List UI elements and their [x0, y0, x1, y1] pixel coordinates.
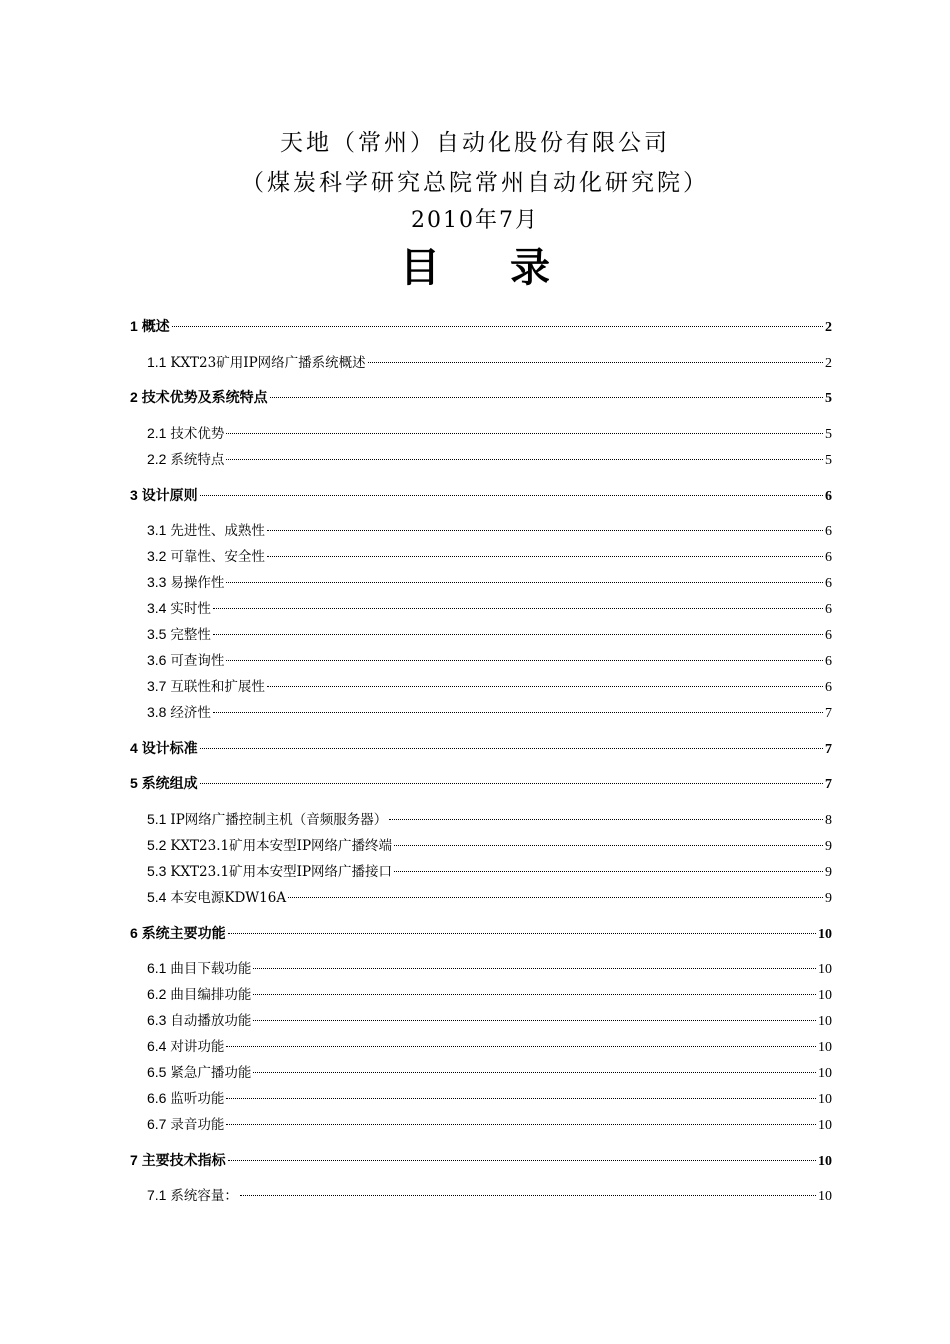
toc-entry-number: 7.1: [147, 1187, 171, 1203]
toc-entry-label: [130, 485, 198, 506]
toc-entry-title: 曲目编排功能: [170, 987, 252, 1003]
toc-entry-label: [147, 598, 211, 619]
toc-entry-label: [147, 1036, 224, 1057]
toc-entry-number: 3.6: [147, 652, 171, 668]
toc-entry-title: 系统主要功能: [141, 926, 226, 942]
toc-entry-title: 概述: [141, 319, 170, 335]
toc-dot-leader: [226, 582, 823, 583]
toc-chapter-entry[interactable]: [130, 773, 832, 793]
toc-section-entry[interactable]: [147, 861, 832, 881]
toc-entry-number: 6.6: [147, 1090, 171, 1106]
toc-entry-title: KXT23矿用IP网络广播系统概述: [170, 355, 366, 371]
toc-entry-label: [147, 546, 265, 567]
toc-entry-title: 实时性: [170, 601, 211, 617]
toc-entry-number: 5: [130, 775, 142, 791]
toc-section-entry[interactable]: [147, 352, 832, 372]
toc-entry-number: 6.7: [147, 1116, 171, 1132]
toc-chapter-entry[interactable]: [130, 1150, 832, 1170]
toc-entry-number: 2: [130, 389, 142, 405]
toc-page-number: 9: [825, 839, 832, 854]
toc-section-entry[interactable]: [147, 1010, 832, 1030]
toc-entry-number: 5.3: [147, 863, 171, 879]
toc-entry-number: 3.7: [147, 678, 171, 694]
toc-dot-leader: [200, 783, 823, 784]
toc-entry-title: 易操作性: [170, 575, 225, 591]
toc-entry-number: 6.3: [147, 1012, 171, 1028]
toc-dot-leader: [228, 933, 816, 934]
toc-entry-number: 5.4: [147, 889, 171, 905]
toc-section-entry[interactable]: [147, 958, 832, 978]
toc-entry-title: 监听功能: [170, 1091, 225, 1107]
toc-entry-label: [147, 887, 286, 908]
toc-entry-title: 设计原则: [141, 488, 198, 504]
toc-entry-number: 6.4: [147, 1038, 171, 1054]
toc-page-number: 10: [818, 1189, 832, 1204]
toc-entry-label: [147, 1088, 224, 1109]
toc-entry-title: 主要技术指标: [141, 1153, 226, 1169]
toc-dot-leader: [226, 1098, 816, 1099]
toc-entry-number: 5.1: [147, 811, 171, 827]
toc-section-entry[interactable]: [147, 676, 832, 696]
document-date: 2010年7月: [411, 208, 539, 233]
toc-page-number: 9: [825, 891, 832, 906]
toc-page-number: 10: [818, 927, 832, 942]
toc-entry-number: 3.1: [147, 522, 171, 538]
toc-entry-title: 本安电源KDW16A: [170, 890, 287, 906]
toc-dot-leader: [253, 994, 816, 995]
toc-entry-number: 1: [130, 318, 142, 334]
toc-page-number: 6: [825, 654, 832, 669]
toc-page-number: 6: [825, 550, 832, 565]
toc-dot-leader: [394, 845, 823, 846]
toc-entry-number: 3.5: [147, 626, 171, 642]
toc-dot-leader: [253, 1020, 816, 1021]
institute-name: （煤炭科学研究总院常州自动化研究院）: [241, 170, 709, 196]
toc-entry-title: KXT23.1矿用本安型IP网络广播接口: [170, 864, 393, 880]
toc-page-number: 7: [825, 777, 832, 792]
toc-page-number: 10: [818, 1040, 832, 1055]
toc-entry-number: 1.1: [147, 354, 171, 370]
toc-entry-number: 3.8: [147, 704, 171, 720]
toc-entry-label: [147, 423, 224, 444]
toc-section-entry[interactable]: [147, 546, 832, 566]
toc-dot-leader: [253, 968, 816, 969]
toc-page-number: 6: [825, 576, 832, 591]
toc-entry-title: 系统特点: [170, 452, 225, 468]
toc-section-entry[interactable]: [147, 650, 832, 670]
toc-entry-title: 可查询性: [170, 653, 225, 669]
toc-chapter-entry[interactable]: [130, 387, 832, 407]
toc-page-number: 5: [825, 453, 832, 468]
toc-chapter-entry[interactable]: [130, 316, 832, 336]
toc-entry-title: 曲目下载功能: [170, 961, 252, 977]
toc-entry-label: [130, 738, 198, 759]
toc-entry-title: 技术优势: [170, 426, 225, 442]
toc-entry-number: 6: [130, 925, 142, 941]
toc-entry-label: [130, 1150, 226, 1171]
toc-dot-leader: [200, 748, 823, 749]
toc-section-entry[interactable]: [147, 572, 832, 592]
toc-dot-leader: [213, 608, 823, 609]
toc-dot-leader: [270, 397, 823, 398]
toc-dot-leader: [200, 495, 823, 496]
toc-dot-leader: [288, 897, 823, 898]
toc-section-entry[interactable]: [147, 449, 832, 469]
toc-dot-leader: [226, 1046, 816, 1047]
toc-dot-leader: [228, 1160, 816, 1161]
toc-entry-label: [147, 958, 251, 979]
toc-page-number: 7: [825, 742, 832, 757]
toc-section-entry[interactable]: [147, 1185, 832, 1205]
toc-entry-number: 6.5: [147, 1064, 171, 1080]
toc-section-entry[interactable]: [147, 887, 832, 907]
toc-entry-title: 系统容量：: [170, 1188, 238, 1204]
toc-dot-leader: [172, 326, 823, 327]
toc-entry-number: 2.1: [147, 425, 171, 441]
toc-page-number: 5: [825, 427, 832, 442]
toc-entry-number: 7: [130, 1152, 142, 1168]
toc-entry-number: 3.3: [147, 574, 171, 590]
toc-page-number: 10: [818, 962, 832, 977]
toc-entry-label: [147, 984, 251, 1005]
toc-entry-title: 技术优势及系统特点: [141, 390, 268, 406]
toc-section-entry[interactable]: [147, 1062, 832, 1082]
toc-entry-label: [147, 449, 224, 470]
toc-section-entry[interactable]: [147, 423, 832, 443]
toc-dot-leader: [267, 530, 823, 531]
toc-entry-number: 3: [130, 487, 142, 503]
toc-page-number: 10: [818, 1066, 832, 1081]
toc-entry-number: 2.2: [147, 451, 171, 467]
toc-page-number: 10: [818, 1154, 832, 1169]
toc-page-number: 8: [825, 813, 832, 828]
toc-chapter-entry[interactable]: [130, 923, 832, 943]
toc-page-number: 2: [825, 320, 832, 335]
toc-dot-leader: [226, 1124, 816, 1125]
toc-page-number: 6: [825, 628, 832, 643]
toc-page-number: 5: [825, 391, 832, 406]
toc-dot-leader: [389, 819, 823, 820]
toc-chapter-entry[interactable]: [130, 738, 832, 758]
company-name: 天地（常州）自动化股份有限公司: [280, 130, 670, 156]
toc-page-number: 6: [825, 680, 832, 695]
toc-entry-title: IP网络广播控制主机（音频服务器）: [170, 812, 388, 828]
toc-dot-leader: [240, 1195, 816, 1196]
toc-dot-leader: [368, 362, 823, 363]
toc-entry-title: 先进性、成熟性: [170, 523, 265, 539]
toc-entry-label: [130, 923, 226, 944]
toc-entry-label: [147, 572, 224, 593]
toc-entry-label: [147, 650, 224, 671]
toc-dot-leader: [226, 433, 823, 434]
toc-page-number: 6: [825, 524, 832, 539]
toc-entry-number: 3.2: [147, 548, 171, 564]
toc-entry-label: [147, 520, 265, 541]
toc-page-number: 2: [825, 356, 832, 371]
toc-dot-leader: [226, 459, 823, 460]
toc-entry-label: [147, 861, 392, 882]
toc-section-entry[interactable]: [147, 1114, 832, 1134]
toc-dot-leader: [267, 686, 823, 687]
toc-entry-title: 紧急广播功能: [170, 1065, 252, 1081]
toc-section-entry[interactable]: [147, 984, 832, 1004]
toc-entry-title: 对讲功能: [170, 1039, 225, 1055]
toc-page-number: 10: [818, 1118, 832, 1133]
toc-entry-label: [130, 773, 198, 794]
toc-entry-title: 录音功能: [170, 1117, 225, 1133]
toc-entry-number: 3.4: [147, 600, 171, 616]
toc-dot-leader: [226, 660, 823, 661]
toc-dot-leader: [267, 556, 823, 557]
toc-page-number: 10: [818, 1092, 832, 1107]
toc-dot-leader: [213, 712, 823, 713]
toc-title: 目录: [400, 244, 620, 291]
toc-page-number: 10: [818, 1014, 832, 1029]
toc-section-entry[interactable]: [147, 624, 832, 644]
toc-chapter-entry[interactable]: [130, 485, 832, 505]
toc-entry-number: 6.1: [147, 960, 171, 976]
toc-entry-label: [147, 1185, 238, 1206]
toc-entry-title: 可靠性、安全性: [170, 549, 265, 565]
toc-entry-number: 4: [130, 740, 142, 756]
toc-section-entry[interactable]: [147, 809, 832, 829]
toc-section-entry[interactable]: [147, 598, 832, 618]
toc-entry-title: KXT23.1矿用本安型IP网络广播终端: [170, 838, 393, 854]
toc-page-number: 9: [825, 865, 832, 880]
toc-entry-label: [147, 1114, 224, 1135]
toc-entry-title: 自动播放功能: [170, 1013, 252, 1029]
toc-entry-label: [147, 676, 265, 697]
toc-entry-title: 设计标准: [141, 741, 198, 757]
toc-dot-leader: [394, 871, 823, 872]
toc-entry-label: [147, 1062, 251, 1083]
toc-dot-leader: [213, 634, 823, 635]
toc-entry-label: [147, 809, 387, 830]
toc-page-number: 10: [818, 988, 832, 1003]
toc-section-entry[interactable]: [147, 835, 832, 855]
toc-section-entry[interactable]: [147, 1036, 832, 1056]
toc-entry-number: 5.2: [147, 837, 171, 853]
toc-dot-leader: [253, 1072, 816, 1073]
toc-entry-label: [147, 624, 211, 645]
toc-entry-title: 经济性: [170, 705, 211, 721]
toc-section-entry[interactable]: [147, 1088, 832, 1108]
toc-entry-title: 互联性和扩展性: [170, 679, 265, 695]
toc-entry-label: [130, 387, 268, 408]
toc-page-number: 6: [825, 489, 832, 504]
toc-entry-label: [147, 352, 366, 373]
toc-entry-number: 6.2: [147, 986, 171, 1002]
toc-entry-label: [147, 835, 392, 856]
toc-page-number: 6: [825, 602, 832, 617]
toc-entry-title: 完整性: [170, 627, 211, 643]
toc-section-entry[interactable]: [147, 702, 832, 722]
toc-entry-label: [130, 316, 170, 337]
toc-page-number: 7: [825, 706, 832, 721]
toc-entry-label: [147, 702, 211, 723]
toc-entry-label: [147, 1010, 251, 1031]
toc-section-entry[interactable]: [147, 520, 832, 540]
toc-entry-title: 系统组成: [141, 776, 198, 792]
